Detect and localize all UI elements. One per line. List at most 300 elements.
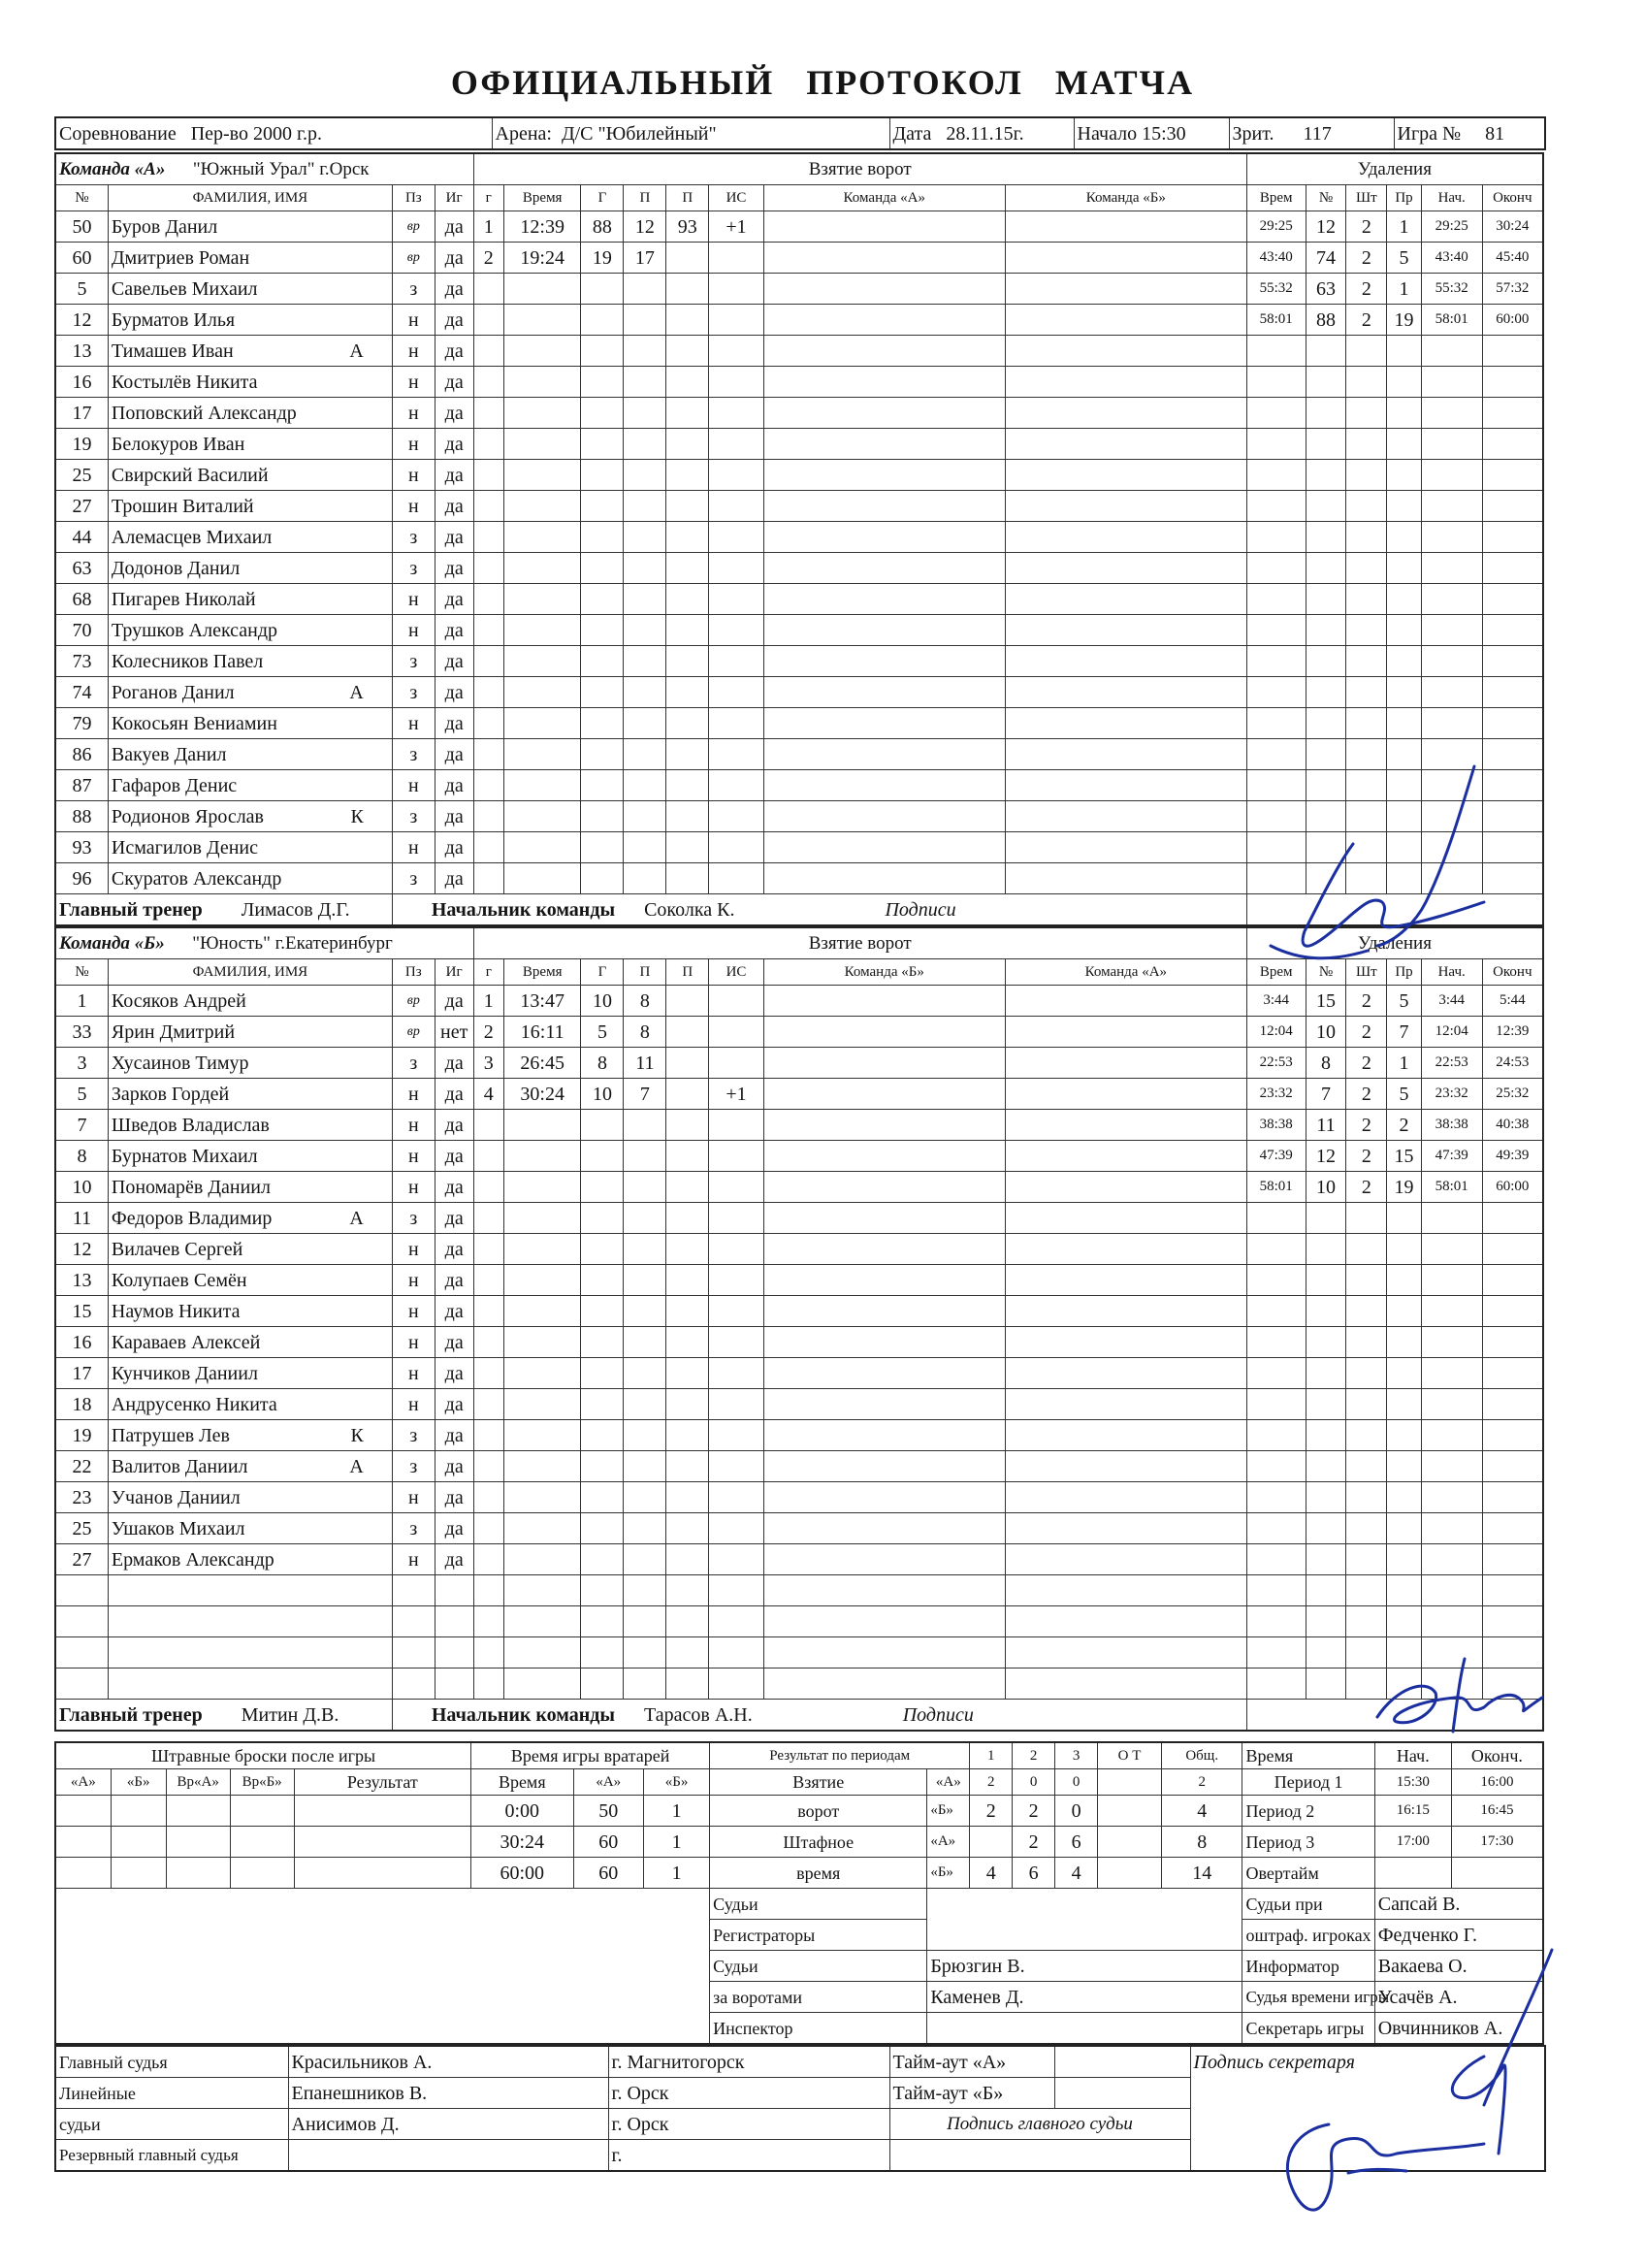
player-name-cell xyxy=(108,1513,392,1544)
player-row xyxy=(55,615,1543,646)
player-row xyxy=(55,243,1543,274)
goals-b-ot xyxy=(1098,1796,1162,1827)
player-played: да xyxy=(435,553,473,584)
player-row xyxy=(55,1141,1543,1172)
period-2-label: Период 2 xyxy=(1242,1796,1374,1827)
player-played: да xyxy=(435,429,473,460)
penalty-box-label: Судьи при xyxy=(1242,1889,1374,1920)
goals-label-2: ворот xyxy=(710,1796,927,1827)
player-position: н xyxy=(392,1265,435,1296)
col-header-situation: ИС xyxy=(709,185,763,211)
goal-a1: 7 xyxy=(624,1079,666,1110)
player-position: н xyxy=(392,832,435,863)
player-name-cell xyxy=(108,460,392,491)
player-name: Караваев Алексей xyxy=(111,1331,261,1353)
penalty-time: 12:04 xyxy=(1246,1017,1306,1048)
player-position: н xyxy=(392,367,435,398)
penalty-end: 12:39 xyxy=(1482,1017,1543,1048)
player-role: К xyxy=(350,805,364,827)
penalty-reason: 1 xyxy=(1387,274,1422,305)
period-times-col-end: Оконч. xyxy=(1451,1742,1543,1769)
player-row xyxy=(55,1513,1543,1544)
player-number: 16 xyxy=(55,1327,108,1358)
penalty-start: 3:44 xyxy=(1421,986,1482,1017)
player-number: 93 xyxy=(55,832,108,863)
linesmen-label-2: судьи xyxy=(55,2109,288,2140)
referees-table xyxy=(54,2045,1546,2172)
goalie-col-b: «Б» xyxy=(644,1769,710,1796)
penalty-start: 47:39 xyxy=(1421,1141,1482,1172)
player-position: з xyxy=(392,739,435,770)
player-row xyxy=(55,708,1543,739)
player-row xyxy=(55,211,1543,243)
pim-b-total: 14 xyxy=(1161,1858,1242,1889)
goals-section-title: Взятие ворот xyxy=(473,927,1246,959)
player-played: да xyxy=(435,398,473,429)
signatures-label: Подписи xyxy=(885,898,956,921)
penalty-end: 45:40 xyxy=(1482,243,1543,274)
player-played: да xyxy=(435,1296,473,1327)
player-played: да xyxy=(435,305,473,336)
penalty-time: 47:39 xyxy=(1246,1141,1306,1172)
registrars-label: Регистраторы xyxy=(710,1920,927,1951)
period-2-start: 16:15 xyxy=(1374,1796,1451,1827)
penalty-start: 58:01 xyxy=(1421,305,1482,336)
linesman-1-city: г. Орск xyxy=(608,2078,889,2109)
player-name: Исмагилов Денис xyxy=(111,836,258,859)
player-row xyxy=(55,274,1543,305)
col-header-goal: Г xyxy=(581,959,624,986)
player-number: 86 xyxy=(55,739,108,770)
player-name-cell xyxy=(108,367,392,398)
goal-g: 2 xyxy=(473,243,503,274)
player-row xyxy=(55,1451,1543,1482)
player-role: А xyxy=(349,340,364,362)
penalties-section-title: Удаления xyxy=(1246,153,1543,185)
player-row xyxy=(55,1017,1543,1048)
shootout-col-gka: Вр«А» xyxy=(166,1769,230,1796)
col-header-assist2: П xyxy=(666,959,709,986)
col-header-pen_end: Оконч xyxy=(1482,185,1543,211)
player-row xyxy=(55,1575,1543,1606)
goal-sit xyxy=(709,1017,763,1048)
player-name: Вакуев Данил xyxy=(111,743,227,765)
col-header-played: Иг xyxy=(435,185,473,211)
goal-time: 13:47 xyxy=(503,986,581,1017)
col-header-name: ФАМИЛИЯ, ИМЯ xyxy=(108,959,392,986)
player-name: Пигарев Николай xyxy=(111,588,256,610)
penalty-box-judge-1: Сапсай В. xyxy=(1374,1889,1543,1920)
goal-judge-1: Брюзгин В. xyxy=(927,1951,1242,1982)
player-name-cell xyxy=(108,305,392,336)
player-position: н xyxy=(392,1389,435,1420)
player-name: Учанов Даниил xyxy=(111,1486,241,1508)
player-played: да xyxy=(435,1048,473,1079)
pim-b-p2: 6 xyxy=(1013,1858,1055,1889)
manager-label: Начальник команды xyxy=(431,1703,616,1726)
goal-g: 1 xyxy=(473,986,503,1017)
col-header-g: г xyxy=(473,185,503,211)
player-name-cell xyxy=(108,1451,392,1482)
player-played: да xyxy=(435,1110,473,1141)
goals-b-p1: 2 xyxy=(970,1796,1013,1827)
goalie-row-a: 60 xyxy=(573,1858,644,1889)
player-name: Хусаинов Тимур xyxy=(111,1052,249,1074)
player-position: з xyxy=(392,1203,435,1234)
manager-name: Тарасов А.Н. xyxy=(644,1703,753,1726)
player-row xyxy=(55,429,1543,460)
team-title xyxy=(55,927,473,959)
goalie-row-time: 60:00 xyxy=(471,1858,573,1889)
coach-label: Главный тренер xyxy=(59,1703,203,1726)
goals-a-ot xyxy=(1098,1769,1162,1796)
col-header-played: Иг xyxy=(435,959,473,986)
penalty-no: 12 xyxy=(1306,1141,1346,1172)
linesman-1: Епанешников В. xyxy=(288,2078,608,2109)
player-position: н xyxy=(392,708,435,739)
col-header-pen_min: Шт xyxy=(1346,185,1387,211)
player-number: 17 xyxy=(55,1358,108,1389)
penalty-no: 63 xyxy=(1306,274,1346,305)
player-position: н xyxy=(392,1141,435,1172)
penalty-time: 22:53 xyxy=(1246,1048,1306,1079)
col-header-pen_no: № xyxy=(1306,959,1346,986)
player-name: Трушков Александр xyxy=(111,619,278,641)
player-name: Кокосьян Вениамин xyxy=(111,712,277,734)
pim-b-p3: 4 xyxy=(1055,1858,1098,1889)
goals-team-b: «Б» xyxy=(927,1796,970,1827)
penalty-min: 2 xyxy=(1346,243,1387,274)
player-played: да xyxy=(435,986,473,1017)
penalties-section-title: Удаления xyxy=(1246,927,1543,959)
player-played: да xyxy=(435,367,473,398)
player-number: 27 xyxy=(55,491,108,522)
player-position: н xyxy=(392,460,435,491)
pim-b-p1: 4 xyxy=(970,1858,1013,1889)
penalty-no: 12 xyxy=(1306,211,1346,243)
penalty-min: 2 xyxy=(1346,211,1387,243)
team-label: Команда «А» xyxy=(59,159,166,179)
match-protocol xyxy=(54,116,1544,2172)
player-number: 33 xyxy=(55,1017,108,1048)
goal-a1: 12 xyxy=(624,211,666,243)
penalty-no: 88 xyxy=(1306,305,1346,336)
period-1-end: 16:00 xyxy=(1451,1769,1543,1796)
pim-a-total: 8 xyxy=(1161,1827,1242,1858)
player-position: н xyxy=(392,305,435,336)
pim-a-p3: 6 xyxy=(1055,1827,1098,1858)
goalie-row-a: 50 xyxy=(573,1796,644,1827)
player-number: 44 xyxy=(55,522,108,553)
player-name: Пономарёв Даниил xyxy=(111,1176,271,1198)
player-name: Колесников Павел xyxy=(111,650,264,672)
competition: Пер-во 2000 г.р. xyxy=(190,122,322,145)
reserve-referee-city: г. xyxy=(608,2140,889,2172)
overtime-end xyxy=(1451,1858,1543,1889)
player-position: з xyxy=(392,646,435,677)
player-row xyxy=(55,522,1543,553)
player-number: 27 xyxy=(55,1544,108,1575)
judges-label: Судьи xyxy=(710,1889,927,1920)
team-label: Команда «Б» xyxy=(59,933,165,954)
game-number-cell: Игра № 81 xyxy=(1394,117,1545,149)
player-number: 25 xyxy=(55,460,108,491)
goalie-col-a: «А» xyxy=(573,1769,644,1796)
col-header-team-second: Команда «Б» xyxy=(1005,185,1246,211)
penalty-reason: 5 xyxy=(1387,243,1422,274)
goal-a2 xyxy=(666,986,709,1017)
goals-label: Взятие xyxy=(710,1769,927,1796)
period-3-start: 17:00 xyxy=(1374,1827,1451,1858)
penalty-time: 38:38 xyxy=(1246,1110,1306,1141)
player-number: 8 xyxy=(55,1141,108,1172)
player-position: н xyxy=(392,1296,435,1327)
penalty-start: 12:04 xyxy=(1421,1017,1482,1048)
player-row xyxy=(55,1234,1543,1265)
player-row xyxy=(55,863,1543,894)
player-name: Роганов Данил xyxy=(111,681,235,703)
pim-a-p2: 2 xyxy=(1013,1827,1055,1858)
player-name-cell xyxy=(108,1110,392,1141)
player-row xyxy=(55,491,1543,522)
player-played: да xyxy=(435,801,473,832)
team_b-table xyxy=(54,926,1544,1732)
player-number: 1 xyxy=(55,986,108,1017)
player-number: 73 xyxy=(55,646,108,677)
player-name-cell xyxy=(108,522,392,553)
player-name: Родионов Ярослав xyxy=(111,805,264,827)
goalie-row-a: 60 xyxy=(573,1827,644,1858)
player-played: да xyxy=(435,739,473,770)
player-number: 3 xyxy=(55,1048,108,1079)
player-row xyxy=(55,1110,1543,1141)
player-row xyxy=(55,1265,1543,1296)
col-header-assist2: П xyxy=(666,185,709,211)
pim-a-ot xyxy=(1098,1827,1162,1858)
player-played: да xyxy=(435,770,473,801)
secretary-signature-label: Подпись секретаря xyxy=(1190,2046,1545,2078)
col-header-pos: Пз xyxy=(392,959,435,986)
coach-name: Митин Д.В. xyxy=(241,1703,339,1726)
manager-name: Соколка К. xyxy=(644,898,735,921)
team-name: "Юность" г.Екатеринбург xyxy=(192,933,393,954)
player-row xyxy=(55,832,1543,863)
player-name-cell xyxy=(108,1141,392,1172)
overtime-label: Овертайм xyxy=(1242,1858,1374,1889)
goal-time: 12:39 xyxy=(503,211,581,243)
player-position: н xyxy=(392,1482,435,1513)
player-row xyxy=(55,1482,1543,1513)
goal-time: 30:24 xyxy=(503,1079,581,1110)
player-row xyxy=(55,1296,1543,1327)
goal-sit: +1 xyxy=(709,1079,763,1110)
player-name-cell xyxy=(108,677,392,708)
player-number: 79 xyxy=(55,708,108,739)
goal-time: 26:45 xyxy=(503,1048,581,1079)
goals-a-p3: 0 xyxy=(1055,1769,1098,1796)
player-name: Гафаров Денис xyxy=(111,774,238,796)
player-played: да xyxy=(435,1544,473,1575)
player-played: нет xyxy=(435,1017,473,1048)
pim-label-2: время xyxy=(710,1858,927,1889)
player-played: да xyxy=(435,1265,473,1296)
player-name-cell xyxy=(108,398,392,429)
spectators: 117 xyxy=(1303,122,1332,145)
player-played: да xyxy=(435,646,473,677)
period-3-end: 17:30 xyxy=(1451,1827,1543,1858)
player-name-cell xyxy=(108,770,392,801)
player-name-cell xyxy=(108,553,392,584)
penalty-start: 43:40 xyxy=(1421,243,1482,274)
timekeeper-label: Судья времени игры xyxy=(1242,1982,1374,2013)
player-row xyxy=(55,460,1543,491)
penalty-time: 29:25 xyxy=(1246,211,1306,243)
penalty-reason: 19 xyxy=(1387,305,1422,336)
player-position: вр xyxy=(392,243,435,274)
player-played: да xyxy=(435,1141,473,1172)
player-played: да xyxy=(435,615,473,646)
player-played: да xyxy=(435,460,473,491)
player-position: н xyxy=(392,336,435,367)
penalty-no: 15 xyxy=(1306,986,1346,1017)
col-header-name: ФАМИЛИЯ, ИМЯ xyxy=(108,185,392,211)
player-number: 17 xyxy=(55,398,108,429)
player-played: да xyxy=(435,336,473,367)
player-name: Савельев Михаил xyxy=(111,277,258,300)
goalie-time-title: Время игры вратарей xyxy=(471,1742,710,1769)
penalty-start: 22:53 xyxy=(1421,1048,1482,1079)
goal-a2: 93 xyxy=(666,211,709,243)
penalty-no: 10 xyxy=(1306,1017,1346,1048)
player-played: да xyxy=(435,863,473,894)
goal-goal: 10 xyxy=(581,1079,624,1110)
player-name-cell xyxy=(108,1079,392,1110)
player-name: Ярин Дмитрий xyxy=(111,1021,236,1043)
player-name-cell xyxy=(108,584,392,615)
player-row xyxy=(55,1172,1543,1203)
player-name-cell xyxy=(108,1017,392,1048)
player-name: Наумов Никита xyxy=(111,1300,241,1322)
penalty-no: 11 xyxy=(1306,1110,1346,1141)
period-col-2: 2 xyxy=(1013,1742,1055,1769)
player-name-cell xyxy=(108,1172,392,1203)
goal-a1: 8 xyxy=(624,986,666,1017)
player-played: да xyxy=(435,491,473,522)
player-number: 87 xyxy=(55,770,108,801)
player-position: н xyxy=(392,1327,435,1358)
player-name-cell xyxy=(108,863,392,894)
penalty-end: 57:32 xyxy=(1482,274,1543,305)
player-name-cell xyxy=(108,708,392,739)
player-name-cell xyxy=(108,1358,392,1389)
player-row xyxy=(55,646,1543,677)
penalty-min: 2 xyxy=(1346,274,1387,305)
goals-b-total: 4 xyxy=(1161,1796,1242,1827)
player-name: Кунчиков Даниил xyxy=(111,1362,258,1384)
goal-judges-label-2: за воротами xyxy=(710,1982,927,2013)
goal-a2 xyxy=(666,243,709,274)
penalty-end: 60:00 xyxy=(1482,1172,1543,1203)
informer: Вакаева О. xyxy=(1374,1951,1543,1982)
col-header-pen_no: № xyxy=(1306,185,1346,211)
col-header-g: г xyxy=(473,959,503,986)
penalty-no: 8 xyxy=(1306,1048,1346,1079)
player-number: 12 xyxy=(55,305,108,336)
col-header-pen_start: Нач. xyxy=(1421,185,1482,211)
timeout-b-label: Тайм-аут «Б» xyxy=(889,2078,1054,2109)
period-2-end: 16:45 xyxy=(1451,1796,1543,1827)
player-number: 15 xyxy=(55,1296,108,1327)
player-name: Вилачев Сергей xyxy=(111,1238,243,1260)
period-col-1: 1 xyxy=(970,1742,1013,1769)
pim-team-a: «А» xyxy=(927,1827,970,1858)
player-number: 25 xyxy=(55,1513,108,1544)
goal-g: 3 xyxy=(473,1048,503,1079)
player-name: Колупаев Семён xyxy=(111,1269,247,1291)
player-position: н xyxy=(392,398,435,429)
player-position: з xyxy=(392,801,435,832)
goalie-row-time: 0:00 xyxy=(471,1796,573,1827)
start-time: 15:30 xyxy=(1142,122,1186,145)
penalty-start: 55:32 xyxy=(1421,274,1482,305)
player-played: да xyxy=(435,708,473,739)
period-1-label: Период 1 xyxy=(1242,1769,1374,1796)
penalty-no: 7 xyxy=(1306,1079,1346,1110)
shootout-col-gkb: Вр«Б» xyxy=(230,1769,294,1796)
goals-b-p2: 2 xyxy=(1013,1796,1055,1827)
player-row xyxy=(55,770,1543,801)
player-name: Ермаков Александр xyxy=(111,1548,274,1571)
player-position: з xyxy=(392,274,435,305)
penalty-reason: 2 xyxy=(1387,1110,1422,1141)
col-header-pen_start: Нач. xyxy=(1421,959,1482,986)
inspector-label: Инспектор xyxy=(710,2013,927,2045)
player-name-cell xyxy=(108,1048,392,1079)
goal-a1: 17 xyxy=(624,243,666,274)
player-name-cell xyxy=(108,832,392,863)
player-number: 11 xyxy=(55,1203,108,1234)
secretary: Овчинников А. xyxy=(1374,2013,1543,2045)
player-number: 96 xyxy=(55,863,108,894)
player-played: да xyxy=(435,243,473,274)
player-position: з xyxy=(392,1513,435,1544)
penalty-end: 40:38 xyxy=(1482,1110,1543,1141)
player-number: 74 xyxy=(55,677,108,708)
penalty-start: 29:25 xyxy=(1421,211,1482,243)
referee-signature-label: Подпись главного судьи xyxy=(889,2109,1190,2140)
player-number: 63 xyxy=(55,553,108,584)
goals-a-p1: 2 xyxy=(970,1769,1013,1796)
goal-goal: 8 xyxy=(581,1048,624,1079)
manager-cell xyxy=(392,1700,1246,1732)
goal-goal: 88 xyxy=(581,211,624,243)
player-row xyxy=(55,801,1543,832)
col-header-time: Время xyxy=(503,959,581,986)
player-position: вр xyxy=(392,1017,435,1048)
player-row xyxy=(55,677,1543,708)
coach-name: Лимасов Д.Г. xyxy=(241,898,350,921)
goal-sit xyxy=(709,243,763,274)
goal-g: 4 xyxy=(473,1079,503,1110)
player-played: да xyxy=(435,1451,473,1482)
player-row xyxy=(55,1420,1543,1451)
player-name: Алемасцев Михаил xyxy=(111,526,273,548)
player-position: н xyxy=(392,429,435,460)
period-col-total: Общ. xyxy=(1161,1742,1242,1769)
player-name: Поповский Александр xyxy=(111,402,297,424)
player-played: да xyxy=(435,832,473,863)
referee-city: г. Магнитогорск xyxy=(608,2046,889,2078)
